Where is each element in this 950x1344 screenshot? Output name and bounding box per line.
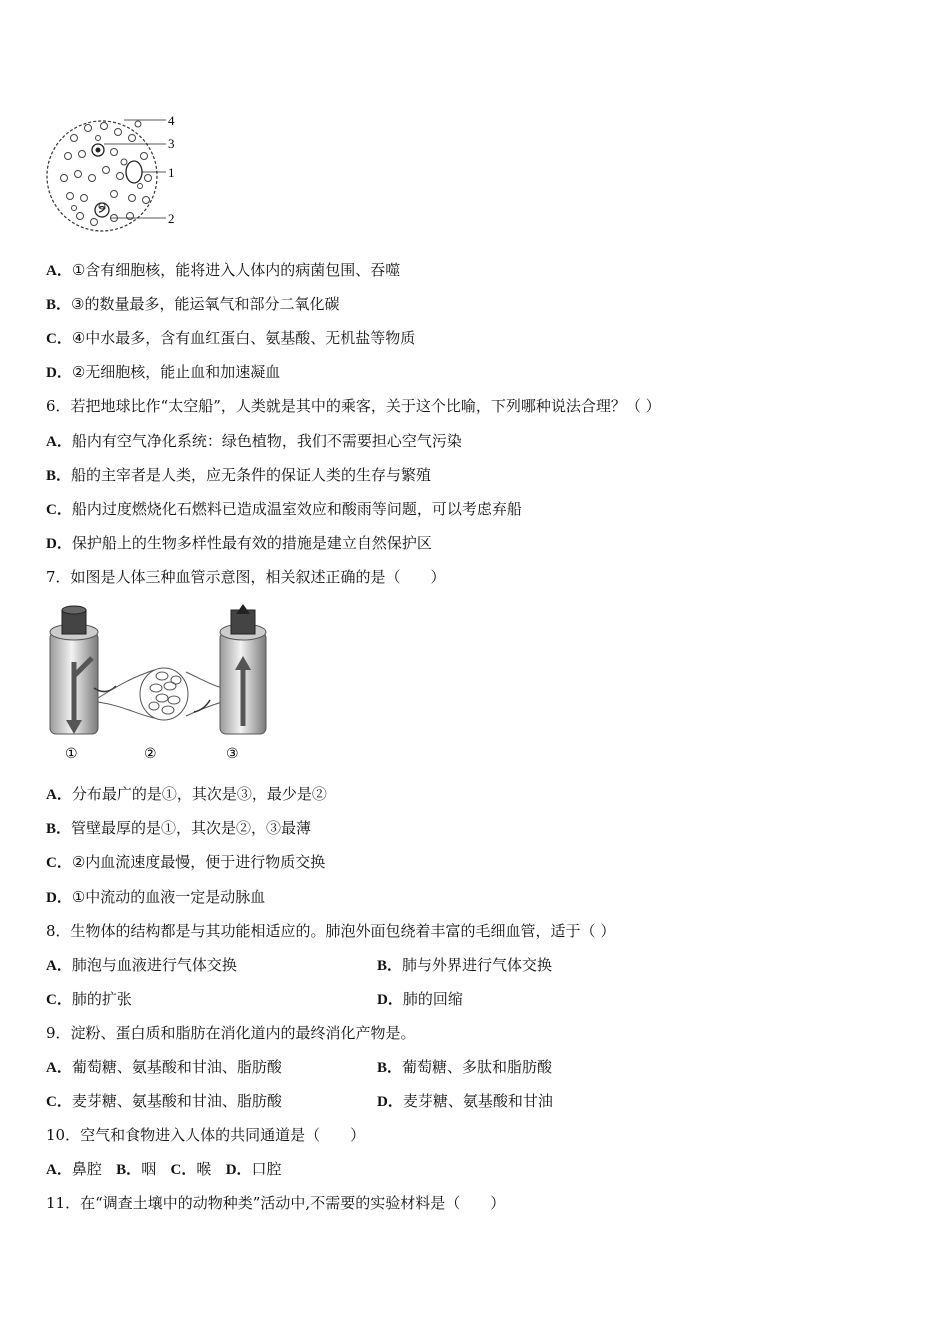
q6-option-d: D．保护船上的生物多样性最有效的措施是建立自然保护区	[46, 534, 432, 552]
q8-option-b: B．肺与外界进行气体交换	[377, 956, 553, 974]
q10-options: A．鼻腔 B．咽 C．喉 D．口腔	[46, 1160, 282, 1178]
vessel-label-1: ①	[65, 747, 78, 762]
blood-smear-figure	[44, 98, 194, 250]
q6-option-b: B．船的主宰者是人类，应无条件的保证人类的生存与繁殖	[46, 466, 432, 484]
q6-option-c: C．船内过度燃烧化石燃料已造成温室效应和酸雨等问题，可以考虑弃船	[46, 500, 522, 518]
q10-stem: 10．空气和食物进入人体的共同通道是（ ）	[46, 1126, 366, 1144]
label-1: 1	[168, 165, 175, 180]
q7-stem: 7．如图是人体三种血管示意图，相关叙述正确的是（ ）	[46, 568, 446, 586]
q7-option-c: C．②内血流速度最慢，便于进行物质交换	[46, 853, 326, 871]
blood-vessels-figure	[44, 602, 274, 764]
q9-option-d: D．麦芽糖、氨基酸和甘油	[377, 1092, 553, 1110]
q9-option-a: A．葡萄糖、氨基酸和甘油、脂肪酸	[46, 1058, 282, 1076]
q5-option-a: A．①含有细胞核，能将进入人体内的病菌包围、吞噬	[46, 261, 401, 279]
q9-option-b: B．葡萄糖、多肽和脂肪酸	[377, 1058, 553, 1076]
q5-option-d: D．②无细胞核，能止血和加速凝血	[46, 363, 281, 381]
q9-stem: 9．淀粉、蛋白质和脂肪在消化道内的最终消化产物是。	[46, 1024, 416, 1042]
q8-stem: 8．生物体的结构都是与其功能相适应的。肺泡外面包绕着丰富的毛细血管，适于（ ）	[46, 922, 616, 940]
label-3: 3	[168, 136, 175, 151]
q8-option-d: D．肺的回缩	[377, 990, 463, 1008]
vessel-label-2: ②	[144, 747, 157, 762]
q7-option-b: B．管壁最厚的是①，其次是②，③最薄	[46, 819, 312, 837]
q7-option-d: D．①中流动的血液一定是动脉血	[46, 888, 266, 906]
vessel-label-3: ③	[226, 747, 239, 762]
q8-option-c: C．肺的扩张	[46, 990, 132, 1008]
q5-option-c: C．④中水最多，含有血红蛋白、氨基酸、无机盐等物质	[46, 329, 416, 347]
q6-stem: 6．若把地球比作“太空船”，人类就是其中的乘客，关于这个比喻，下列哪种说法合理？（ ）	[46, 397, 661, 415]
q8-option-a: A．肺泡与血液进行气体交换	[46, 956, 237, 974]
label-4: 4	[168, 113, 175, 128]
q11-stem: 11．在“调查土壤中的动物种类”活动中,不需要的实验材料是（ ）	[46, 1194, 506, 1212]
q9-option-c: C．麦芽糖、氨基酸和甘油、脂肪酸	[46, 1092, 282, 1110]
q6-option-a: A．船内有空气净化系统：绿色植物，我们不需要担心空气污染	[46, 432, 462, 450]
label-2: 2	[168, 211, 175, 226]
q5-option-b: B．③的数量最多，能运氧气和部分二氧化碳	[46, 295, 340, 313]
q7-option-a: A．分布最广的是①，其次是③，最少是②	[46, 785, 327, 803]
